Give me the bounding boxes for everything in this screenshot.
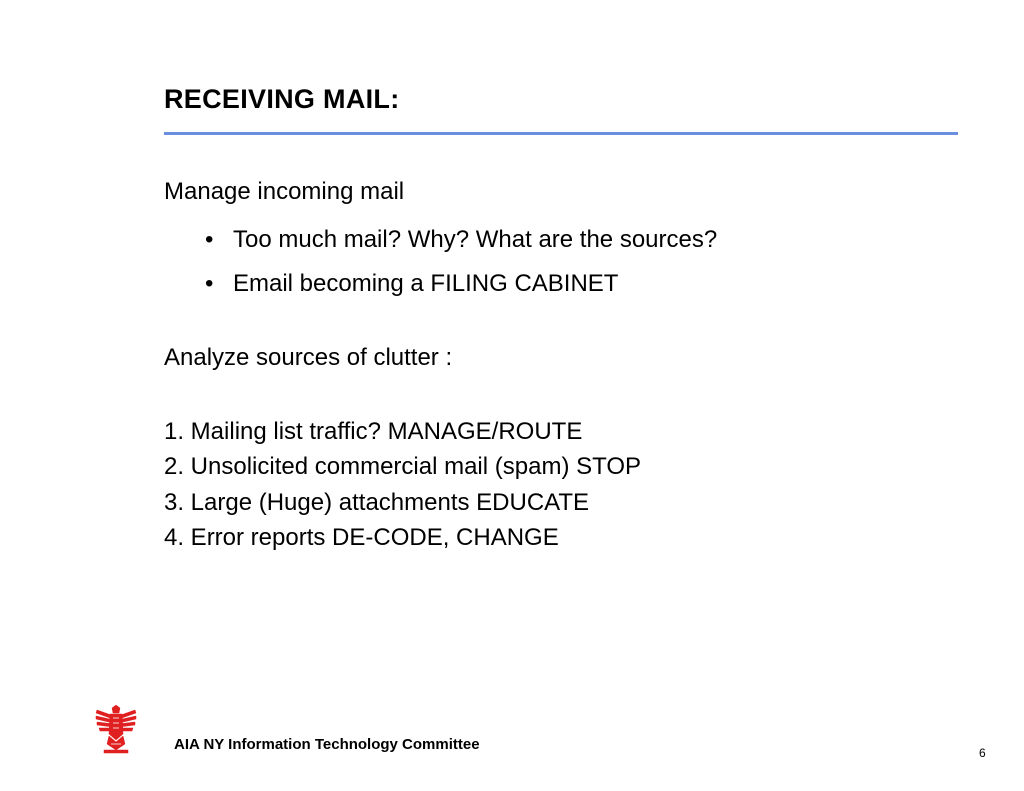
title-divider	[164, 132, 958, 135]
bullet-text: Too much mail? Why? What are the sources?	[233, 226, 718, 253]
aia-eagle-logo-icon	[94, 704, 138, 754]
section-heading-manage: Manage incoming mail	[164, 178, 405, 205]
slide-title: RECEIVING MAIL:	[164, 84, 400, 114]
numbered-item: 2. Unsolicited commercial mail (spam) STOP	[164, 453, 642, 480]
numbered-item: 3. Large (Huge) attachments EDUCATE	[164, 489, 590, 516]
numbered-item: 1. Mailing list traffic? MANAGE/ROUTE	[164, 418, 583, 445]
bullet-text: Email becoming a FILING CABINET	[233, 270, 619, 297]
numbered-item: 4. Error reports DE-CODE, CHANGE	[164, 524, 559, 551]
page-number: 6	[979, 746, 986, 760]
footer-organization: AIA NY Information Technology Committee	[174, 736, 480, 753]
bullet-marker: •	[205, 270, 214, 297]
section-heading-analyze: Analyze sources of clutter :	[164, 344, 453, 371]
bullet-marker: •	[205, 226, 214, 253]
